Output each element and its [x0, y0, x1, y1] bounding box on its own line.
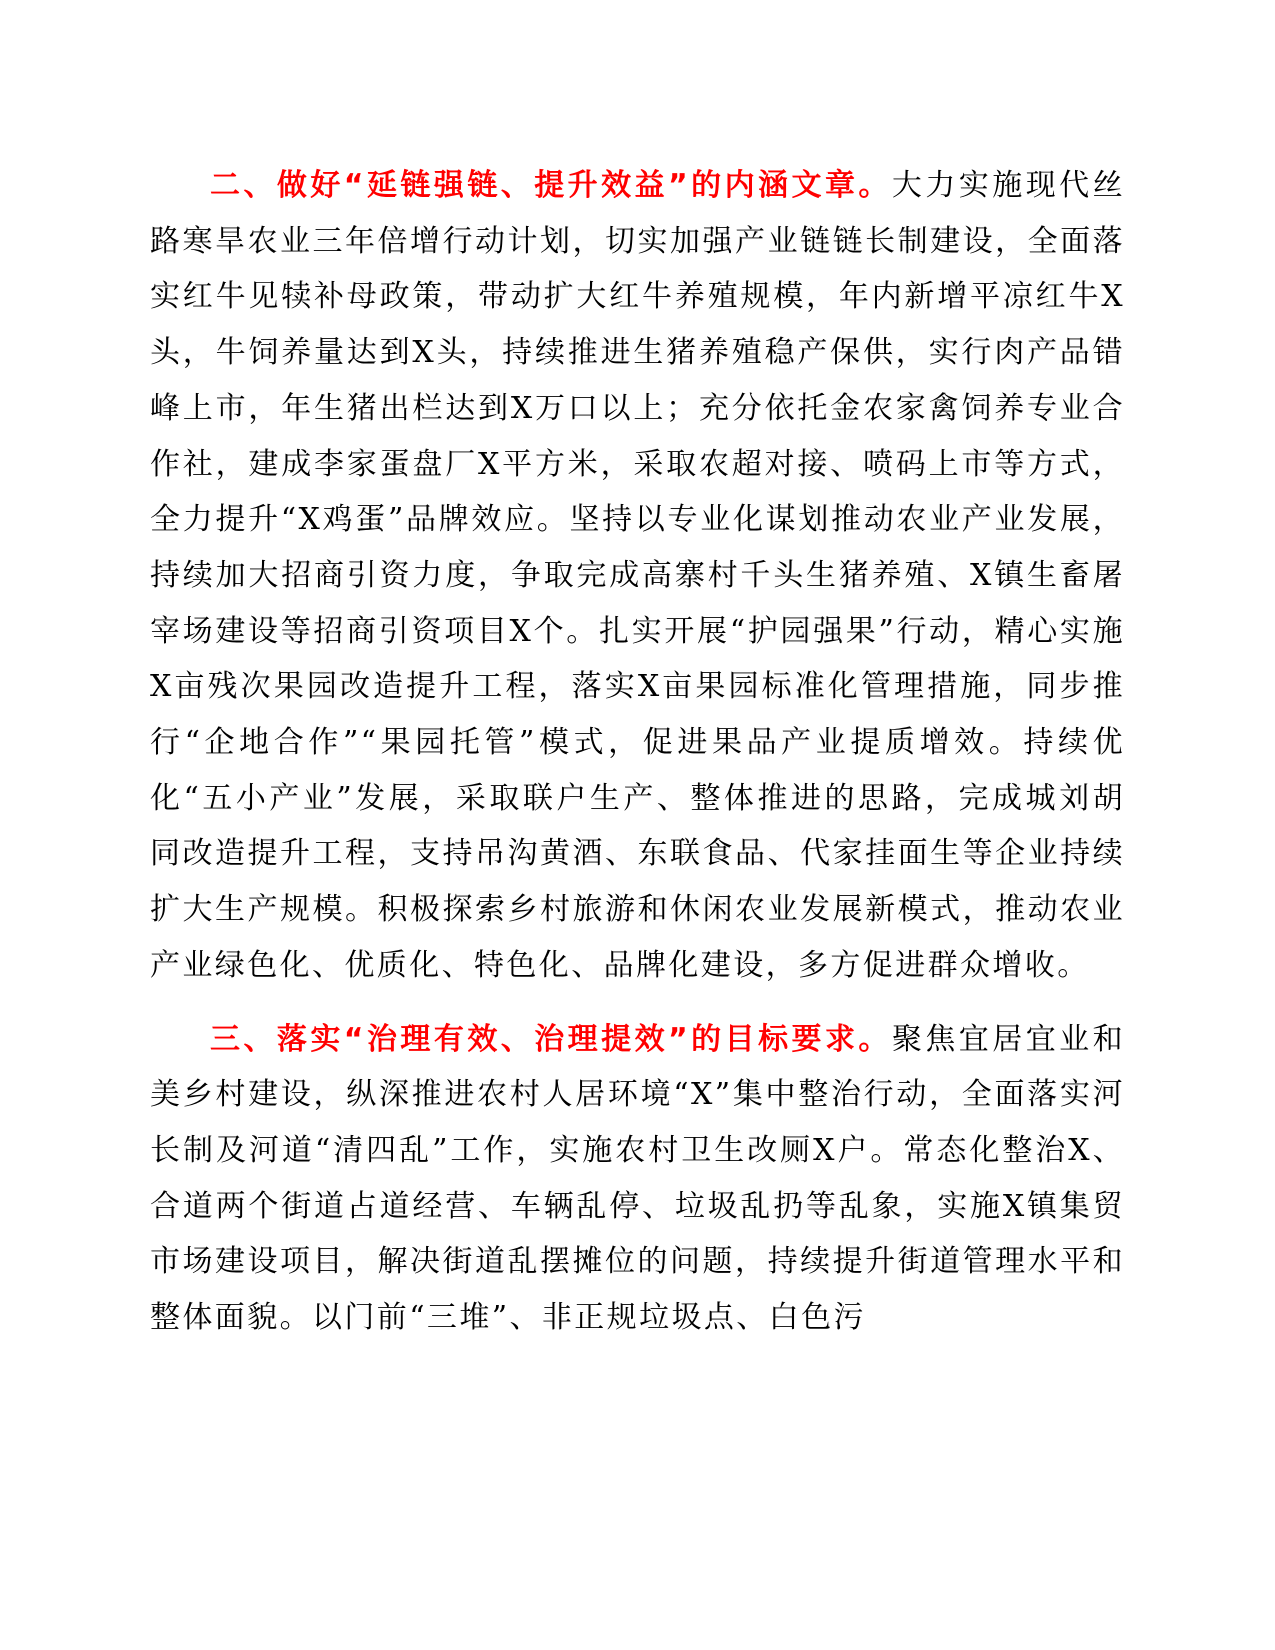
document-body — [150, 158, 1125, 1346]
section-heading-three: 三、落实“治理有效、治理提效”的目标要求。 — [210, 1021, 892, 1057]
paragraph-extend-chain — [150, 158, 1125, 994]
paragraph-governance — [150, 1012, 1125, 1346]
section-heading-two: 二、做好“延链强链、提升效益”的内涵文章。 — [210, 168, 892, 203]
paragraph-text: 大力实施现代丝路寒旱农业三年倍增行动计划，切实加强产业链链长制建设，全面落实红牛见犊补母政策，带动扩大红牛养殖规模，年内新增平凉红牛X头，牛饲养量达到X头，持续推进生猪养殖稳产保供，实行肉产品错峰上市，年生猪出栏达到X万口以上；充分依托金农家禽饲养专业合作社，建成李家蛋盘厂X平方米，采取农超对接、喷码上市等方式，全力提升“X鸡蛋”品牌效应。坚持以专业化谋划推动农业产业发展，持续加大招商引资力度，争取完成高寨村千头生猪养殖、X镇生畜屠宰场建设等招商引资项目X个。扎实开展“护园强果”行动，精心实施X亩残次果园改造提升工程，落实X亩果园标准化管理措施，同步推行“企地合作”“果园托管”模式，促进果品产业提质增效。持续优化“五小产业”发展，采取联户生产、整体推进的思路，完成城刘胡同改造提升工程，支持吊沟黄酒、东联食品、代家挂面生等企业持续扩大生产规模。积极探索乡村旅游和休闲农业发展新模式，推动农业产业绿色化、优质化、特色化、品牌化建设，多方促进群众增收。 — [150, 168, 1125, 983]
paragraph-text: 聚焦宜居宜业和美乡村建设，纵深推进农村人居环境“X”集中整治行动，全面落实河长制及河道“清四乱”工作，实施农村卫生改厕X户。常态化整治X、合道两个街道占道经营、车辆乱停、垃圾乱扔等乱象，实施X镇集贸市场建设项目，解决街道乱摆摊位的问题，持续提升街道管理水平和整体面貌。以门前“三堆”、非正规垃圾点、白色污 — [150, 1021, 1125, 1336]
